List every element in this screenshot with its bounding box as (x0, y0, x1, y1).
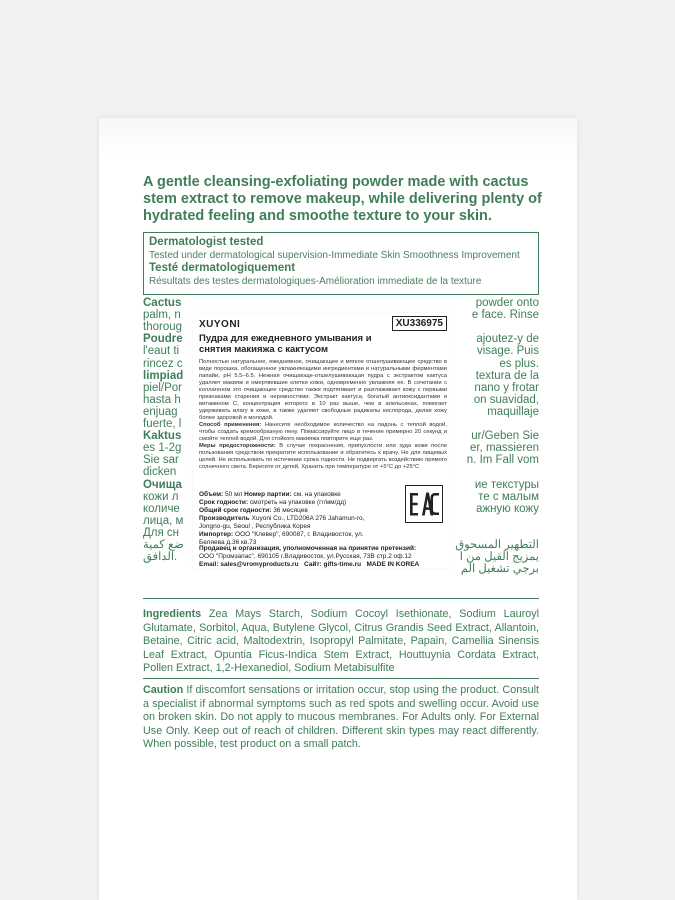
usage-line-right: برجي تشغيل الم (460, 563, 539, 576)
russian-label-sticker (193, 313, 453, 568)
volume-value: 50 мл (225, 491, 243, 498)
derm-text-fr: Résultats des testes dermatologiques-Amélioration immediate de la texture (149, 276, 482, 287)
seller-value: ООО "Промзапас", 690105 г.Владивосток, ул.Русская, 73В стр.2 оф.12 (199, 553, 412, 560)
expiry-label: Срок годности: (199, 499, 249, 506)
usage-line-left: rincez c (143, 357, 183, 370)
shelf-value: 36 месяцев (273, 507, 308, 514)
usage-line-left: лица, м (143, 514, 184, 527)
sticker-title: Пудра для ежедневного умывания и снятия макияжа с кактусом (199, 333, 372, 355)
sticker-seller (199, 545, 447, 569)
usage-line-left: dicken (143, 466, 177, 479)
usage-line-right: es plus. (499, 357, 539, 370)
importer-value: ООО "Клевер", 690087, г. Владивосток, ул. Беляева д.36 кв.73 (199, 531, 364, 546)
ingredients-label: Ingredients (143, 608, 202, 620)
divider-line (143, 598, 539, 599)
maker-value: Xuyoni Co., LTD206A 276 Jahamun-ro, Jongno-gu, Seoul , Республика Корея (199, 515, 365, 530)
usage-line-right: التطهير المسحوق (455, 539, 539, 551)
usage-line-right: يمزيج القيل من ا (459, 551, 539, 564)
usage-line-left: thoroug (143, 321, 183, 334)
ingredients-text: Zea Mays Starch, Sodium Cocoyl Isethionate, Sodium Lauroyl Glutamate, Sorbitol, Aqua, Butylene Glycol, Citrus Grandis Seed Extract, Allantoin, Betaine, Citric acid, Maltodextrin, Isopropyl Palmitate, Papain, Camellia Sinensis Leaf Extract, Opuntia Ficus-Indica Stem Extract, Houttuynia Cordata Extract, Pollen Extract, 1,2-Hexanediol, Sodium Metabisulfite (143, 608, 539, 674)
product-package (99, 118, 577, 900)
usage-line-left: enjuag (143, 405, 178, 418)
usage-line-left: Kaktus (143, 430, 182, 443)
usage-line-left: piel/Por (143, 381, 182, 394)
usage-line-right: e face. Rinse (471, 309, 539, 322)
sticker-code: XU336975 (392, 316, 447, 331)
usage-line-right: те с малым (478, 490, 539, 503)
site-value: gifts-time.ru (323, 561, 362, 568)
usage-line-left: Очища (143, 478, 182, 491)
usage-line-right: textura de la (475, 369, 539, 382)
sticker-caution-label: Меры предосторожности: (199, 443, 276, 449)
email-label: Email: (199, 561, 219, 568)
usage-line-right: ие текстуры (474, 478, 539, 491)
usage-line-right: on suavidad, (473, 393, 539, 406)
lot-value: см. на упаковке (293, 491, 341, 498)
lot-label: Номер партии: (244, 491, 292, 498)
usage-line-left: Для сн (143, 526, 180, 539)
dermatologist-box (143, 232, 539, 295)
usage-line-left: кожи л (143, 490, 179, 503)
usage-line-left: Sie sar (143, 454, 179, 467)
seller-label: Продавец и организация, уполномоченная на принятие претензий: (199, 545, 417, 552)
divider-line-2 (143, 678, 539, 679)
shelf-label: Общий срок годности: (199, 507, 272, 514)
usage-line-left: ضع كمية (143, 539, 184, 551)
sticker-details (199, 491, 389, 547)
origin-value: MADE IN KOREA (366, 561, 420, 568)
usage-line-right: ur/Geben Sie (471, 430, 539, 443)
derm-heading-fr: Testé dermatologiquement (149, 262, 296, 274)
sticker-usage-text: Нанесите необходимое количество на ладонь с теплой водой, чтобы создать кремообразную пену. Помассируйте лицо в течение примерно 20 секунд и смойте теплой водой. Для стойкого макияжа повторите еще раз. (199, 422, 447, 442)
usage-line-left: Poudre (143, 333, 183, 346)
ingredients-block (143, 608, 539, 676)
sticker-body (199, 359, 447, 471)
usage-line-right: n. Im Fall vom (466, 454, 539, 467)
importer-label: Импортер: (199, 531, 234, 538)
caution-text: If discomfort sensations or irritation occur, stop using the product. Consult a specialist if abnormal symptoms such as red spots and swelling occur. Avoid use on broken skin. Do not apply to mucous membranes. For Adults only. For External Use Only. Keep out of reach of children. Different skin types may react differently. When possible, test product on a small patch. (143, 684, 540, 750)
usage-line-right: ajoutez-y de (476, 333, 539, 346)
site-label: Сайт: (303, 561, 322, 568)
usage-line-right: er, massieren (469, 442, 539, 455)
usage-line-right: maquillaje (487, 405, 539, 418)
sticker-caution-text: В случае покраснения, припухлости или зуда кожи после пользования средством прекратите использование и обратитесь к врачу. Не для пищевых целей. Не использовать по истечении срока годности. Не подвергать воздействию прямого солнечного света. Берегите от детей. Хранить при температуре от +5°С до +25°С (199, 443, 448, 470)
caution-label: Caution (143, 684, 184, 696)
caution-block (143, 684, 539, 752)
usage-line-left: количе (143, 502, 180, 515)
usage-line-right: ажную кожу (475, 502, 539, 515)
sticker-description: Полностью натуральное, ежедневное, очищающее и мягкое отшелушивающее средство в виде порошка, обогащенное увлажняющими ингредиентами и натуральными ферментами папайи, pH 5.5–6.5. Нежная очищающе-отшелушивающая пудра с экстрактом кактуса удаляет макияж и омертвевшие клетки кожи, одновременно увлажняя ее. В сочетании с коллагеном это очищающее средство также подтягивает и разглаживает кожу с первыми признаками старения и неровностями. Экстракт кактуса, богатый антиоксидантами и витамином C, концентрация которого в 10 раз выше, чем в апельсинах, помогает удерживать влагу в коже, в также удаляет свободные радикалы кислорода, делая кожу более здоровой и молодой. (199, 359, 447, 421)
sticker-brand: XUYONI (199, 319, 241, 330)
usage-line-left: palm, n (143, 309, 181, 322)
email-value: sales@vromyproducts.ru (220, 561, 299, 568)
package-top-flap (99, 118, 577, 156)
usage-line-left: fuerte, l (143, 418, 182, 430)
usage-line-left: hasta h (143, 393, 181, 406)
sticker-usage-label: Способ применения: (199, 422, 262, 428)
derm-heading-en: Dermatologist tested (149, 236, 264, 248)
volume-label: Объем: (199, 491, 224, 498)
expiry-value: смотреть на упаковке (гг/мм/дд) (249, 499, 347, 506)
usage-line-left: limpiad (143, 369, 184, 382)
usage-line-right: powder onto (475, 297, 539, 309)
usage-line-left: Cactus (143, 297, 182, 309)
product-description: A gentle cleansing-exfoliating powder made with cactus stem extract to remove makeup, while delivering plenty of hydrated feeling and smoothe texture to your skin. (143, 174, 542, 224)
usage-line-left: es 1-2g (143, 442, 182, 455)
usage-line-left: l'eaut ti (143, 345, 180, 358)
derm-text-en: Tested under dermatological supervision-Immediate Skin Smoothness Improvement (149, 250, 520, 261)
usage-line-right: nano y frotar (474, 381, 539, 394)
eac-mark-icon (405, 485, 443, 523)
usage-line-left: الدافق. (143, 551, 178, 564)
maker-label: Производитель (199, 515, 250, 522)
usage-line-right: visage. Puis (476, 345, 539, 358)
